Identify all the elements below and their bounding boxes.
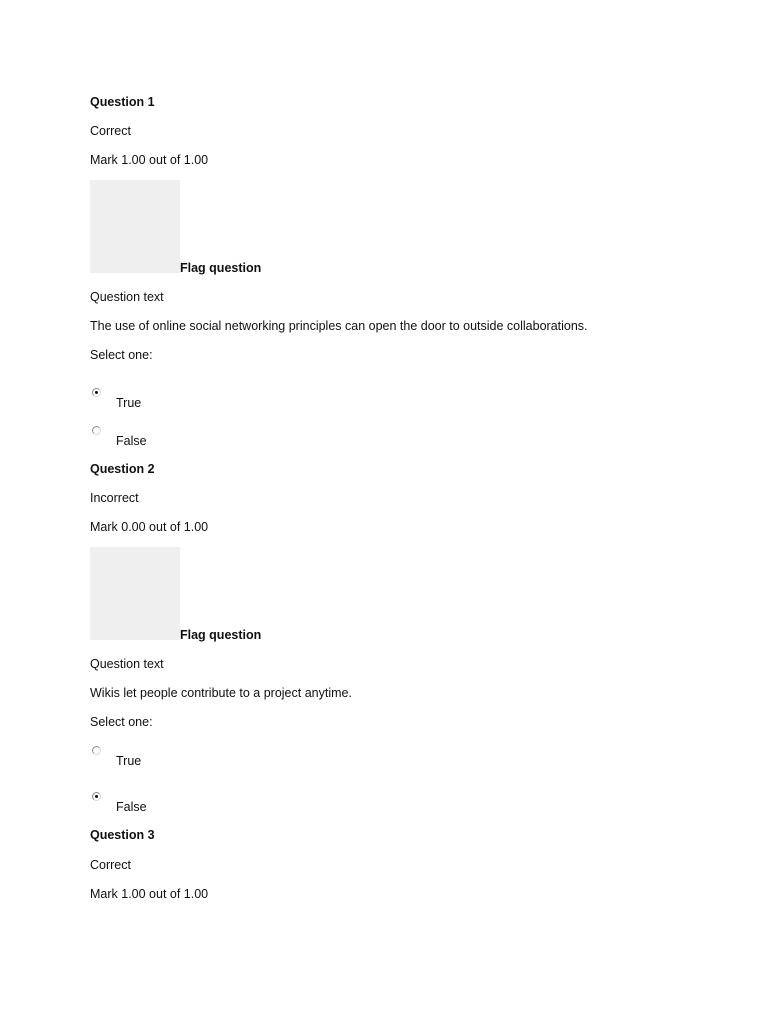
answer-option-label: False	[116, 800, 147, 814]
select-one-label: Select one:	[90, 348, 153, 362]
flag-question-button[interactable]	[90, 547, 390, 643]
question-text-label: Question text	[90, 290, 164, 304]
question-status: Correct	[90, 124, 131, 138]
question-text: The use of online social networking principles can open the door to outside collaborations.	[90, 319, 588, 333]
answer-option-false[interactable]	[90, 792, 390, 814]
question-text: Wikis let people contribute to a project anytime.	[90, 686, 352, 700]
radio-unselected-icon[interactable]	[92, 746, 101, 755]
radio-unselected-icon[interactable]	[92, 426, 101, 435]
answer-option-true[interactable]	[90, 388, 390, 410]
question-heading: Question 1	[90, 95, 155, 109]
question-status: Correct	[90, 858, 131, 872]
answer-option-true[interactable]	[90, 746, 390, 768]
flag-icon[interactable]	[90, 547, 180, 640]
flag-question-label[interactable]: Flag question	[180, 261, 262, 275]
answer-option-label: True	[116, 754, 142, 768]
radio-selected-icon[interactable]	[92, 388, 101, 397]
flag-question-label[interactable]: Flag question	[180, 628, 262, 642]
question-text-label: Question text	[90, 657, 164, 671]
question-mark: Mark 1.00 out of 1.00	[90, 153, 209, 167]
question-heading: Question 3	[90, 828, 155, 842]
question-mark: Mark 0.00 out of 1.00	[90, 520, 209, 534]
question-heading: Question 2	[90, 462, 155, 476]
question-status: Incorrect	[90, 491, 139, 505]
radio-selected-icon[interactable]	[92, 792, 101, 801]
select-one-label: Select one:	[90, 715, 153, 729]
answer-option-label: True	[116, 396, 142, 410]
flag-icon[interactable]	[90, 180, 180, 273]
answer-option-false[interactable]	[90, 426, 390, 448]
answer-option-label: False	[116, 434, 147, 448]
question-mark: Mark 1.00 out of 1.00	[90, 887, 209, 901]
flag-question-button[interactable]	[90, 180, 390, 276]
